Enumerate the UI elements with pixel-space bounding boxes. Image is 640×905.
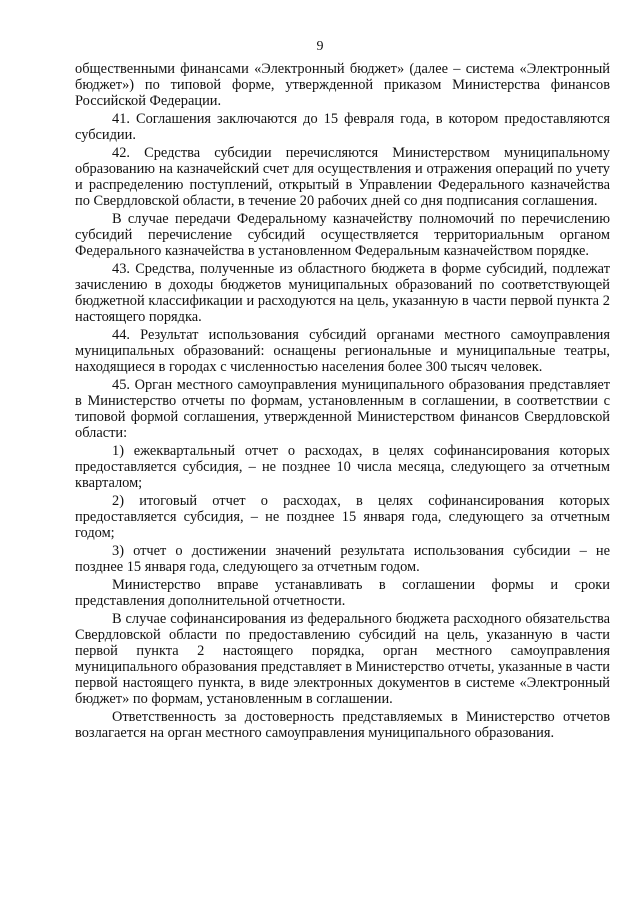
document-body	[75, 61, 610, 741]
paragraph-item-42: 42. Средства субсидии перечисляются Министерством муниципальному образованию на казначейский счет для осуществления и отражения операций по учету и распределению поступлений, открытый в Управлении Федерального казначейства по Свердловской области, в течение 20 рабочих дней со дня подписания соглашения.	[75, 145, 610, 209]
paragraph-item-43: 43. Средства, полученные из областного бюджета в форме субсидий, подлежат зачислению в доходы бюджетов муниципальных образований по соответствующей бюджетной классификации и расходуются на цель, указанную в части первой пункта 2 настоящего порядка.	[75, 261, 610, 325]
paragraph-responsibility: Ответственность за достоверность представляемых в Министерство отчетов возлагается на орган местного самоуправления муниципального образования.	[75, 709, 610, 741]
subitem-2-final-report: 2) итоговый отчет о расходах, в целях софинансирования которых предоставляется субсидия, – не позднее 15 января года, следующего за отчетным годом;	[75, 493, 610, 541]
paragraph-additional-reporting: Министерство вправе устанавливать в соглашении формы и сроки представления дополнительной отчетности.	[75, 577, 610, 609]
subitem-3-result-report: 3) отчет о достижении значений результата использования субсидии – не позднее 15 января года, следующего за отчетным годом.	[75, 543, 610, 575]
paragraph-treasury-transfer: В случае передачи Федеральному казначейству полномочий по перечислению субсидий перечисление субсидий осуществляется территориальным органом Федерального казначейства в установленном Федеральным казначейством порядке.	[75, 211, 610, 259]
paragraph-federal-cofinancing: В случае софинансирования из федерального бюджета расходного обязательства Свердловской области по предоставлению субсидий на цель, указанную в части первой пункта 2 настоящего порядка, орган местного самоуправления муниципального образования представляет в Министерство отчеты, указанные в части первой настоящего пункта, в виде электронных документов в системе «Электронный бюджет» по формам, установленным в соглашении.	[75, 611, 610, 707]
paragraph-continuation: общественными финансами «Электронный бюджет» (далее – система «Электронный бюджет») по типовой форме, утвержденной приказом Министерства финансов Российской Федерации.	[75, 61, 610, 109]
page-number: 9	[316, 39, 324, 54]
paragraph-item-44: 44. Результат использования субсидий органами местного самоуправления муниципальных образований: оснащены региональные и муниципальные театры, находящиеся в городах с численностью населения более 300 тысяч человек.	[75, 327, 610, 375]
paragraph-item-45: 45. Орган местного самоуправления муниципального образования представляет в Министерство отчеты по формам, установленным в соглашении, в соответствии с типовой формой соглашения, утвержденной Министерством финансов Свердловской области:	[75, 377, 610, 441]
subitem-1-quarterly-report: 1) ежеквартальный отчет о расходах, в целях софинансирования которых предоставляется субсидия, – не позднее 10 числа месяца, следующего за отчетным кварталом;	[75, 443, 610, 491]
paragraph-item-41: 41. Соглашения заключаются до 15 февраля года, в котором предоставляются субсидии.	[75, 111, 610, 143]
